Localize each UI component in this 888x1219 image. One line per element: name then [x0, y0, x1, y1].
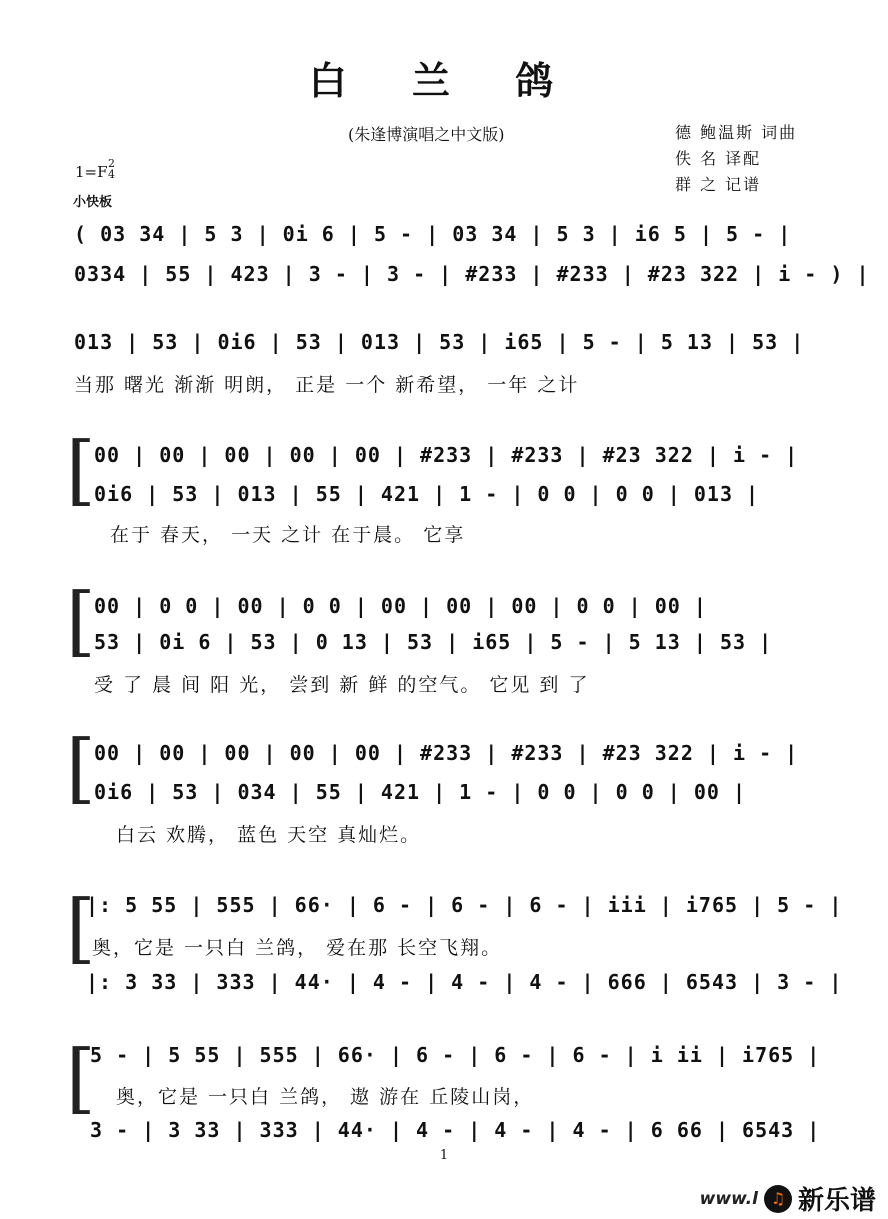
time-signature — [108, 158, 115, 180]
notation-line: 0334 | 55 | 423 | 3 - | 3 - | #233 | #233 | #23 322 | i - ) | — [74, 262, 870, 286]
watermark-site-name: 新乐谱 — [797, 1186, 876, 1216]
lyric-line: 受 了 晨 间 阳 光， 尝到 新 鲜 的空气。 它见 到 了 — [94, 674, 590, 696]
notation-line: 0i6 | 53 | 034 | 55 | 421 | 1 - | 0 0 | 0 0 | 00 | — [94, 780, 747, 804]
system-brace: [ — [66, 576, 96, 665]
notation-line: 013 | 53 | 0i6 | 53 | 013 | 53 | i65 | 5 - | 5 13 | 53 | — [74, 330, 805, 354]
time-signature-bottom: 4 — [108, 168, 115, 181]
system-brace: [ — [66, 883, 96, 972]
lyric-line: 在于 春天， 一天 之计 在于晨。 它享 — [110, 524, 466, 546]
notation-line: 00 | 00 | 00 | 00 | 00 | #233 | #233 | #23 322 | i - | — [94, 741, 799, 765]
site-watermark — [700, 1180, 876, 1217]
notation-line: ( 03 34 | 5 3 | 0i 6 | 5 - | 03 34 | 5 3 | i6 5 | 5 - | — [74, 222, 792, 246]
notation-line: 00 | 0 0 | 00 | 0 0 | 00 | 00 | 00 | 0 0 | 00 | — [94, 594, 707, 618]
notation-line: |: 5 55 | 555 | 66· | 6 - | 6 - | 6 - | iii | i765 | 5 - | — [86, 893, 843, 917]
page-number: 1 — [439, 1148, 449, 1163]
notation-line: 00 | 00 | 00 | 00 | 00 | #233 | #233 | #23 322 | i - | — [94, 443, 799, 467]
lyric-line: 当那 曙光 渐渐 明朗， 正是 一个 新希望， 一年 之计 — [74, 374, 580, 396]
tempo-marking: 小快板 — [73, 195, 113, 210]
credit-lyricist: 德 鲍温斯 词曲 — [675, 123, 798, 142]
credit-translator: 佚 名 译配 — [675, 149, 762, 168]
lyric-line: 奥，它是 一只白 兰鸽， 遨 游在 丘陵山岗， — [116, 1086, 535, 1108]
key-signature: 1=F — [75, 163, 108, 181]
notation-line: 5 - | 5 55 | 555 | 66· | 6 - | 6 - | 6 - | i ii | i765 | — [90, 1043, 821, 1067]
music-disc-icon: ♫ — [764, 1185, 792, 1213]
watermark-url: www.l — [699, 1188, 758, 1209]
system-brace: [ — [66, 1033, 96, 1122]
subtitle: (朱逢博演唱之中文版) — [348, 125, 505, 144]
lyric-line: 奥，它是 一只白 兰鸽， 爱在那 长空飞翔。 — [92, 937, 503, 959]
notation-line: 53 | 0i 6 | 53 | 0 13 | 53 | i65 | 5 - | 5 13 | 53 | — [94, 630, 773, 654]
notation-line: 0i6 | 53 | 013 | 55 | 421 | 1 - | 0 0 | 0 0 | 013 | — [94, 482, 760, 506]
lyric-line: 白云 欢腾， 蓝色 天空 真灿烂。 — [116, 824, 422, 846]
system-brace: [ — [66, 723, 96, 812]
notation-line: |: 3 33 | 333 | 44· | 4 - | 4 - | 4 - | 666 | 6543 | 3 - | — [86, 970, 843, 994]
notation-line: 3 - | 3 33 | 333 | 44· | 4 - | 4 - | 4 - | 6 66 | 6543 | — [90, 1118, 821, 1142]
song-title: 白 兰 鸽 — [308, 59, 580, 103]
credit-transcriber: 群 之 记谱 — [675, 175, 762, 194]
time-signature-top: 2 — [108, 157, 115, 170]
system-brace: [ — [66, 425, 96, 514]
